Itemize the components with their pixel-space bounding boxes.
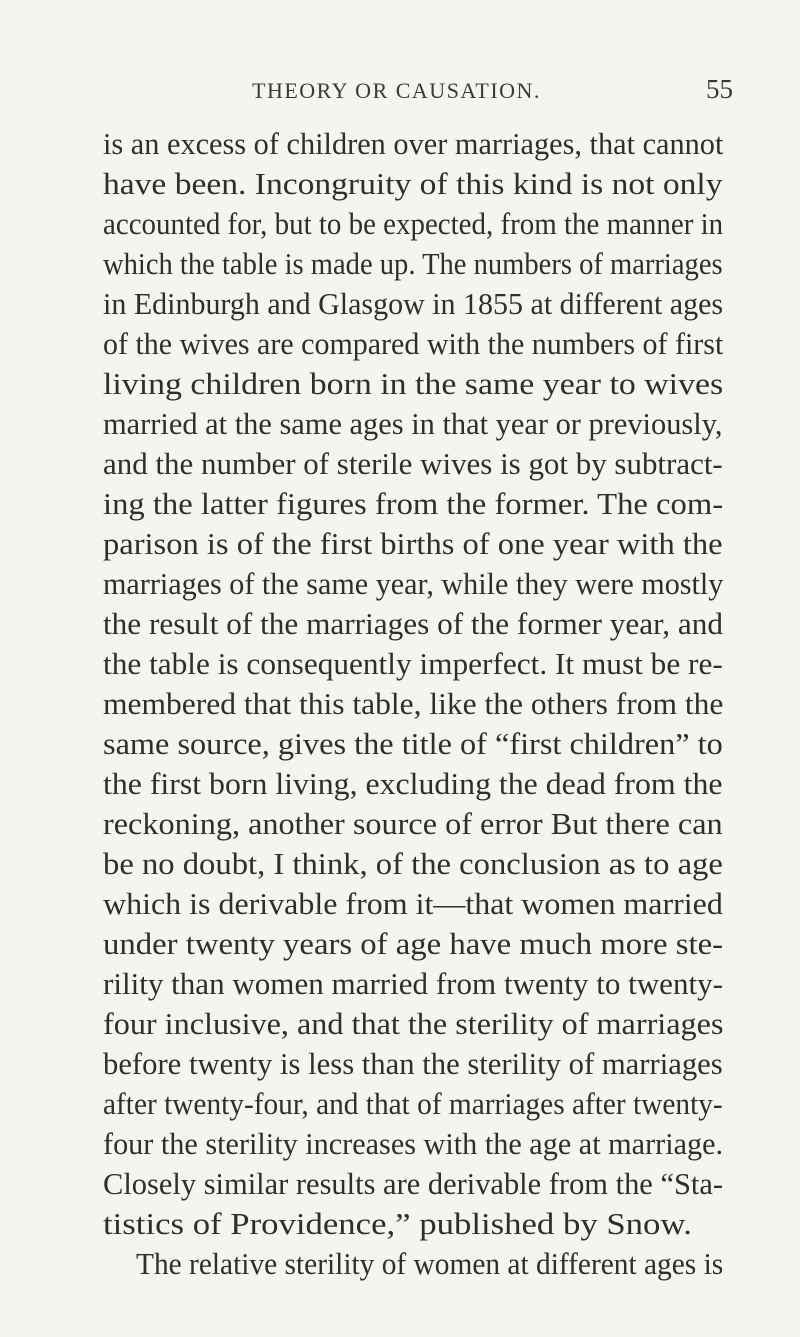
text-line: tistics of Providence,” published by Snow. — [103, 1206, 692, 1241]
text-line: married at the same ages in that year or previously, — [103, 406, 723, 441]
text-line: in Edinburgh and Glasgow in 1855 at different ages — [103, 286, 724, 321]
text-line: accounted for, but to be expected, from the manner in — [103, 206, 724, 241]
text-line: four the sterility increases with the age at marriage. — [103, 1126, 724, 1161]
text-line: after twenty-four, and that of marriages after twenty- — [103, 1086, 723, 1121]
text-line: the table is consequently imperfect. It must be re- — [103, 646, 723, 681]
text-line: be no doubt, I think, of the conclusion as to age — [103, 846, 723, 881]
page-number: 55 — [706, 74, 733, 104]
text-line: the first born living, excluding the dead from the — [103, 766, 723, 801]
text-line: ing the latter figures from the former. The com- — [103, 486, 724, 521]
text-line: the result of the marriages of the former year, and — [103, 606, 724, 641]
text-line: and the number of sterile wives is got by subtract- — [103, 446, 723, 481]
text-line: parison is of the first births of one year with the — [103, 526, 723, 561]
text-line: four inclusive, and that the sterility of marriages — [103, 1006, 724, 1041]
text-line: reckoning, another source of error But there can — [103, 806, 723, 841]
text-line: is an excess of children over marriages, that cannot — [103, 126, 724, 161]
text-line: of the wives are compared with the numbers of first — [103, 326, 724, 361]
running-head: THEORY OR CAUSATION. — [252, 78, 541, 103]
text-line: membered that this table, like the others from the — [103, 686, 724, 721]
text-line: same source, gives the title of “first children” to — [103, 726, 723, 761]
text-line: have been. Incongruity of this kind is not only — [103, 166, 723, 201]
text-line: The relative sterility of women at different ages is — [136, 1246, 724, 1281]
text-line: Closely similar results are derivable from the “Sta- — [103, 1166, 724, 1201]
text-line: before twenty is less than the sterility of marriages — [103, 1046, 723, 1081]
text-line: rility than women married from twenty to twenty- — [103, 966, 723, 1001]
text-line: living children born in the same year to wives — [103, 366, 724, 401]
text-line: marriages of the same year, while they were mostly — [103, 566, 724, 601]
text-line: which is derivable from it—that women married — [103, 886, 723, 921]
text-line: which the table is made up. The numbers of marriages — [103, 246, 723, 281]
text-line: under twenty years of age have much more ste- — [103, 926, 724, 961]
